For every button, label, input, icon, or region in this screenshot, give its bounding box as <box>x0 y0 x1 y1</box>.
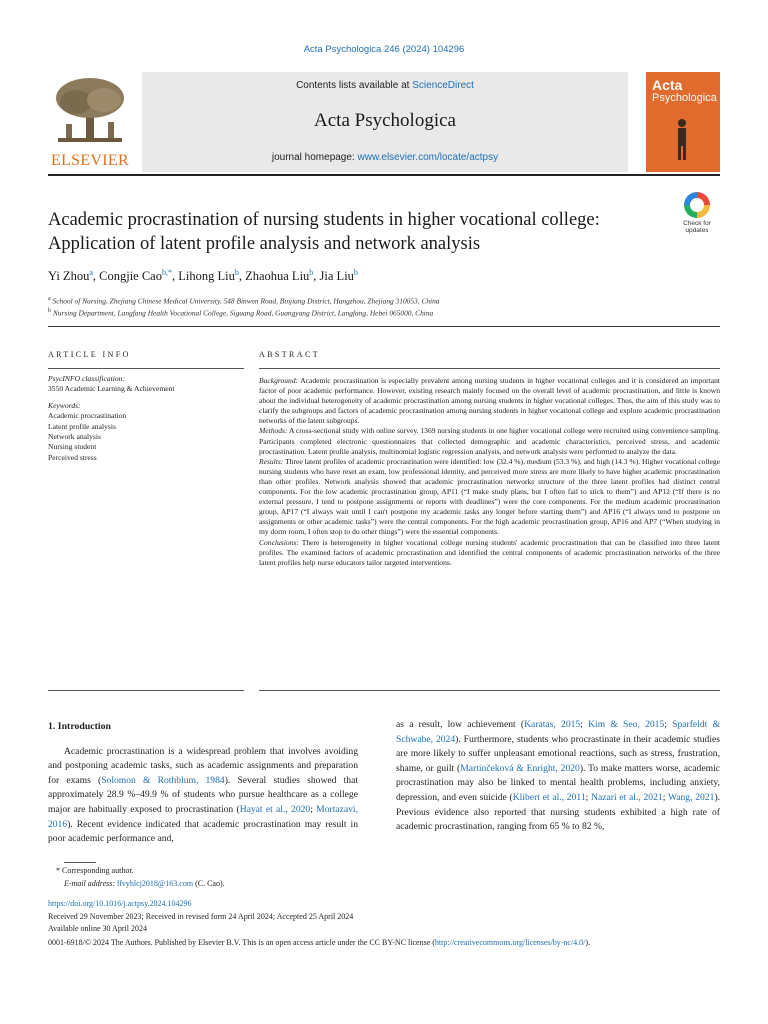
citation-link[interactable]: Karatas, 2015 <box>524 719 581 730</box>
affiliation-b: $^b$ Nursing Department, Langfang Health Vocational College, Siguang Road, Guangyang District, Langfang, Hebei 065000, China <box>48 308 434 318</box>
author-affiliation-mark[interactable]: b <box>353 268 358 277</box>
email-note: E-mail address: lfvyhlcj2018@163.com (C. Cao). <box>64 879 225 888</box>
masthead-info <box>142 72 628 172</box>
footnote-rule <box>64 862 96 863</box>
check-for-updates-badge[interactable] <box>674 192 720 236</box>
abstract-bottom-rule <box>259 690 720 691</box>
journal-cover-thumbnail[interactable] <box>646 72 720 172</box>
citation-link[interactable]: Martinčeková & Enright, 2020 <box>460 762 580 774</box>
check-updates-icon <box>684 192 710 218</box>
received-dates: Received 29 November 2023; Received in revised form 24 April 2024; Accepted 25 April 2024 <box>48 912 354 921</box>
article-info <box>48 374 244 463</box>
doi-link[interactable]: https://doi.org/10.1016/j.actpsy.2024.104296 <box>48 899 192 908</box>
abstract-results: Results: Three latent profiles of academic procrastination were identified: low (32.4 %), medium (53.3 %), and high (14.3 %). Higher vocational college nursing students who have reset an exam, low professional identity, and perceived more stress are more likely to have higher academic procrastination than other profiles. Network analysis showed that academic procrastination networks structure of the three latent profiles had distinct central components. For the low academic procrastination group, AP11 (“I make study plans, but I often fail to stick to them”) and AP12 (“If there is no external pressure, I tend to postpone assignments or reports with deadlines”) were the core components. For the medium academic procrastination group, AP17 (“I always wait until I can't postpone my academic tasks any longer before starting them”) and AP16 (“I always tend to postpone on assignments or other academic tasks”) were the central components. For the high academic procrastination group, AP16 and AP7 (“When studying in my dorm room, I often stop to do other things”) were the essential components. <box>259 456 720 537</box>
psycinfo-label: PsycINFO classification: <box>48 374 125 383</box>
author-name[interactable]: Congjie Cao <box>99 269 162 284</box>
author-name[interactable]: Yi Zhou <box>48 269 90 284</box>
psycinfo-value: 3550 Academic Learning & Achievement <box>48 384 175 394</box>
cover-subtitle: Psychologica <box>652 92 717 104</box>
sciencedirect-link[interactable]: ScienceDirect <box>412 80 474 91</box>
keyword: Perceived stress <box>48 452 97 462</box>
keyword: Network analysis <box>48 432 101 442</box>
introduction-heading: 1. Introduction <box>48 721 111 732</box>
journal-name: Acta Psychologica <box>314 110 456 131</box>
elsevier-tree-icon <box>52 76 128 146</box>
keywords-label: Keywords: <box>48 400 81 410</box>
doi-line <box>48 899 728 908</box>
citation-link[interactable]: Solomon & Rothblum, 1984 <box>101 774 225 786</box>
author-affiliation-mark[interactable]: a <box>89 268 93 277</box>
author-name[interactable]: Jia Liu <box>319 269 354 284</box>
abstract-body <box>259 376 720 568</box>
author-affiliation-mark[interactable]: b,* <box>161 268 172 277</box>
check-updates-label: Check for updates <box>683 220 711 234</box>
article-info-bottom-rule <box>48 690 244 691</box>
journal-homepage-link[interactable]: www.elsevier.com/locate/actpsy <box>357 152 499 163</box>
email-link[interactable]: lfvyhlcj2018@163.com <box>117 879 194 888</box>
body-column-left <box>48 720 358 847</box>
author-affiliation-mark[interactable]: b <box>309 268 314 277</box>
journal-citation[interactable]: Acta Psychologica 246 (2024) 104296 <box>303 44 465 55</box>
article-info-heading: ARTICLE INFO <box>48 350 131 359</box>
citation-link[interactable]: Sparfeldt & Schwabe, 2024 <box>396 719 721 745</box>
abstract-rule <box>259 368 720 369</box>
keyword: Academic procrastination <box>48 411 127 421</box>
elsevier-logo[interactable] <box>48 76 132 170</box>
abstract-methods: Methods: A cross-sectional study with online survey. 1369 nursing students in one higher vocational college were recruited using convenience sampling. Participants completed electronic questionnaires that collected demographic and academic characteristics, perceived stress, and academic procrastination. Latent profile analysis, multinomial logistic regression analysis, and network analysis were performed to analyze the data. <box>259 426 720 456</box>
cover-title: Acta <box>652 77 683 93</box>
citation-link[interactable]: Wang, 2021 <box>667 791 715 803</box>
available-online: Available online 30 April 2024 <box>48 924 147 933</box>
elsevier-wordmark: ELSEVIER <box>51 152 129 169</box>
author-affiliation-mark[interactable]: b <box>234 268 239 277</box>
citation-link[interactable]: Klibert et al., 2011 <box>512 791 586 803</box>
citation-link[interactable]: Nazari et al., 2021 <box>591 791 663 803</box>
author-name[interactable]: Zhaohua Liu <box>245 269 310 284</box>
keyword: Latent profile analysis <box>48 421 116 431</box>
license-link[interactable]: http://creativecommons.org/licenses/by-nc/4.0/ <box>434 938 586 947</box>
intro-paragraph: Academic procrastination is a widespread problem that involves avoiding and postponing academic tasks, such as academic assignments and preparation for exams (Solomon & Rothblum, 1984). Several studies showed that approximately 28.9 %–49.9 % of students who pursue healthcare as a college major are habitually exposed to procrastination (Hayat et al., 2020; Mortazavi, 2016). Recent evidence indicated that academic procrastination may result in poor academic performance and, <box>48 745 358 845</box>
journal-masthead <box>48 70 720 176</box>
citation-link[interactable]: Kim & Seo, 2015 <box>588 719 665 730</box>
author-name[interactable]: Lihong Liu <box>178 269 235 284</box>
corresponding-author-note: * Corresponding author. <box>56 866 134 875</box>
abstract-conclusions: Conclusions: There is heterogeneity in higher vocational college nursing students' academic procrastination that can be classified into three latent profiles. The examined factors of academic procrastination and identified the central components of academic procrastination networks of the three latent profiles help nurse educators tailor targeted interventions. <box>259 537 720 567</box>
author-list: Yi Zhou$^a$, Congjie Cao$^{b,*}$, Lihong Liu$^b$, Zhaohua Liu$^b$, Jia Liu$^b$ <box>48 268 358 284</box>
article-info-rule <box>48 368 244 369</box>
masthead-rule <box>48 174 720 176</box>
contents-line: Contents lists available at ScienceDirect <box>296 80 474 91</box>
license-line: 0001-6918/© 2024 The Authors. Published by Elsevier B.V. This is an open access article under the CC BY-NC license (http://creativecommons.org/licenses/by-nc/4.0/). <box>48 938 591 947</box>
body-column-right <box>396 718 720 835</box>
abstract-heading: ABSTRACT <box>259 350 320 359</box>
intro-paragraph-continued: as a result, low achievement (Karatas, 2015; Kim & Seo, 2015; Sparfeldt & Schwabe, 2024). Furthermore, students who procrastinate in their academic studies are more likely to suffer unpleasant emotional reactions, such as stress, frustration, shame, or guilt (Martinčeková & Enright, 2020). To make matters worse, academic procrastination may also be linked to mental health problems, including anxiety, depression, and even suicide (Klibert et al., 2011; Nazari et al., 2021; Wang, 2021). Previous evidence also reported that nursing students exhibited a high rate of academic procrastination, ranging from 65 % to 82 %, <box>396 719 721 833</box>
affiliation-a: $^a$ School of Nursing, Zhejiang Chinese Medical University, 548 Binwen Road, Binjiang District, Hangzhou, Zhejiang 310053, China <box>48 296 440 306</box>
cover-figure-icon <box>670 118 694 162</box>
abstract-background: Background: Academic procrastination is especially prevalent among nursing students in higher vocational colleges and it is considered an important factor of poor academic performance. However, existing research mainly focused on the overall level of academic procrastination, and little is known about the individual heterogeneity of academic procrastination among nursing students in higher vocational colleges. Thus, the aim of this study was to clarify the subgroups and factors of academic procrastination among nursing students in higher vocational college and explore academic procrastination networks of the latent subgroups. <box>259 376 720 426</box>
citation-link[interactable]: Mortazavi, 2016 <box>48 803 358 830</box>
homepage-line: journal homepage: www.elsevier.com/locate/actpsy <box>271 152 499 163</box>
keyword: Nursing student <box>48 442 97 452</box>
citation-link[interactable]: Hayat et al., 2020 <box>239 803 311 815</box>
article-title: Academic procrastination of nursing students in higher vocational college: Application of latent profile analysis and network analysis <box>48 210 600 254</box>
header-divider <box>48 326 720 327</box>
